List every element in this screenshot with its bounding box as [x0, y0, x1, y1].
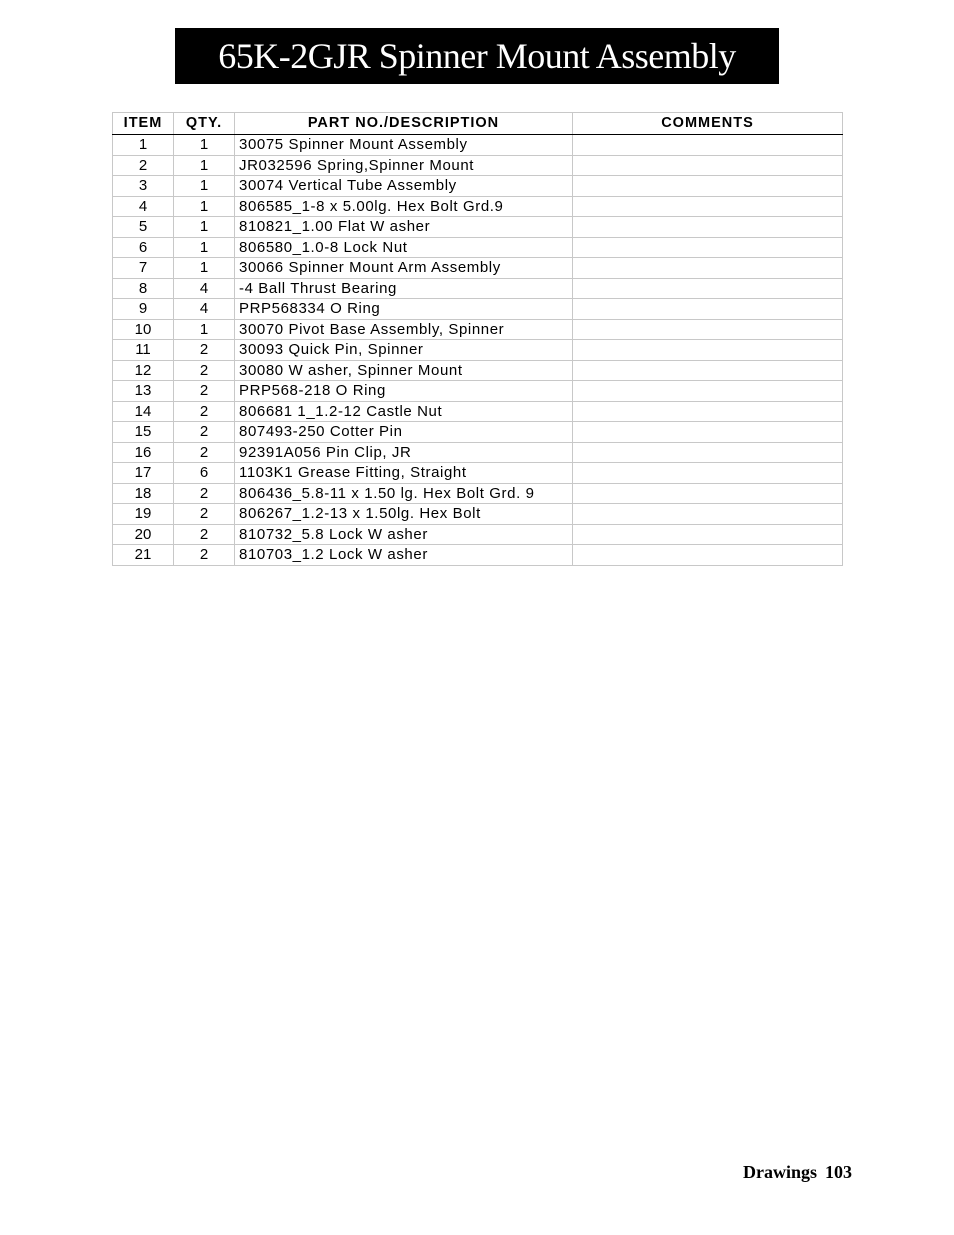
table-row	[113, 176, 843, 197]
cell-qty: 2	[174, 524, 235, 545]
cell-description: 806585_1-8 x 5.00lg. Hex Bolt Grd.9	[235, 196, 573, 217]
cell-description: JR032596 Spring,Spinner Mount	[235, 155, 573, 176]
page-footer	[743, 1162, 852, 1183]
cell-description: PRP568334 O Ring	[235, 299, 573, 320]
cell-item: 14	[113, 401, 174, 422]
cell-qty: 1	[174, 135, 235, 156]
parts-table	[112, 112, 843, 566]
header-comments: COMMENTS	[573, 113, 843, 135]
cell-qty: 1	[174, 319, 235, 340]
cell-qty: 4	[174, 299, 235, 320]
table-row	[113, 360, 843, 381]
cell-item: 3	[113, 176, 174, 197]
cell-description: 810732_5.8 Lock W asher	[235, 524, 573, 545]
cell-comments	[573, 381, 843, 402]
cell-qty: 6	[174, 463, 235, 484]
table-row	[113, 545, 843, 566]
cell-item: 4	[113, 196, 174, 217]
cell-item: 21	[113, 545, 174, 566]
cell-item: 16	[113, 442, 174, 463]
title-banner	[175, 28, 779, 84]
table-row	[113, 299, 843, 320]
table-row	[113, 524, 843, 545]
cell-description: 30066 Spinner Mount Arm Assembly	[235, 258, 573, 279]
cell-qty: 2	[174, 340, 235, 361]
cell-item: 7	[113, 258, 174, 279]
cell-qty: 1	[174, 258, 235, 279]
table-row	[113, 319, 843, 340]
table-row	[113, 442, 843, 463]
cell-comments	[573, 340, 843, 361]
table-row	[113, 340, 843, 361]
cell-description: 30070 Pivot Base Assembly, Spinner	[235, 319, 573, 340]
cell-qty: 1	[174, 196, 235, 217]
cell-item: 12	[113, 360, 174, 381]
cell-qty: 2	[174, 360, 235, 381]
cell-comments	[573, 360, 843, 381]
cell-qty: 2	[174, 442, 235, 463]
cell-description: 30093 Quick Pin, Spinner	[235, 340, 573, 361]
cell-item: 8	[113, 278, 174, 299]
table-header-row	[113, 113, 843, 135]
cell-description: 30075 Spinner Mount Assembly	[235, 135, 573, 156]
table-row	[113, 135, 843, 156]
table-row	[113, 278, 843, 299]
cell-item: 11	[113, 340, 174, 361]
cell-comments	[573, 176, 843, 197]
cell-item: 17	[113, 463, 174, 484]
cell-qty: 1	[174, 155, 235, 176]
cell-qty: 1	[174, 176, 235, 197]
cell-item: 18	[113, 483, 174, 504]
cell-qty: 1	[174, 237, 235, 258]
cell-item: 13	[113, 381, 174, 402]
cell-comments	[573, 545, 843, 566]
cell-qty: 4	[174, 278, 235, 299]
cell-item: 5	[113, 217, 174, 238]
cell-description: 806580_1.0-8 Lock Nut	[235, 237, 573, 258]
table-row	[113, 217, 843, 238]
cell-description: 30080 W asher, Spinner Mount	[235, 360, 573, 381]
cell-item: 19	[113, 504, 174, 525]
cell-description: 807493-250 Cotter Pin	[235, 422, 573, 443]
cell-comments	[573, 524, 843, 545]
cell-comments	[573, 258, 843, 279]
cell-comments	[573, 422, 843, 443]
table-row	[113, 401, 843, 422]
cell-description: 810821_1.00 Flat W asher	[235, 217, 573, 238]
cell-qty: 2	[174, 381, 235, 402]
cell-item: 10	[113, 319, 174, 340]
footer-section: Drawings	[742, 1162, 817, 1182]
cell-comments	[573, 504, 843, 525]
table-row	[113, 381, 843, 402]
table-row	[113, 258, 843, 279]
cell-description: 806267_1.2-13 x 1.50lg. Hex Bolt	[235, 504, 573, 525]
cell-item: 2	[113, 155, 174, 176]
cell-comments	[573, 196, 843, 217]
cell-item: 1	[113, 135, 174, 156]
table-row	[113, 463, 843, 484]
cell-description: 1103K1 Grease Fitting, Straight	[235, 463, 573, 484]
cell-comments	[573, 237, 843, 258]
cell-item: 20	[113, 524, 174, 545]
page-number: 103	[825, 1162, 852, 1182]
cell-description: -4 Ball Thrust Bearing	[235, 278, 573, 299]
cell-comments	[573, 319, 843, 340]
cell-qty: 2	[174, 483, 235, 504]
table-row	[113, 155, 843, 176]
parts-table-body	[113, 135, 843, 566]
cell-description: 92391A056 Pin Clip, JR	[235, 442, 573, 463]
cell-description: 810703_1.2 Lock W asher	[235, 545, 573, 566]
cell-comments	[573, 401, 843, 422]
cell-qty: 2	[174, 504, 235, 525]
cell-description: 30074 Vertical Tube Assembly	[235, 176, 573, 197]
table-row	[113, 237, 843, 258]
cell-description: 806681 1_1.2-12 Castle Nut	[235, 401, 573, 422]
cell-qty: 1	[174, 217, 235, 238]
cell-qty: 2	[174, 545, 235, 566]
page-title: 65K-2GJR Spinner Mount Assembly	[218, 36, 736, 76]
cell-description: 806436_5.8-11 x 1.50 lg. Hex Bolt Grd. 9	[235, 483, 573, 504]
cell-item: 6	[113, 237, 174, 258]
table-row	[113, 196, 843, 217]
header-qty: QTY.	[174, 113, 235, 135]
cell-qty: 2	[174, 422, 235, 443]
cell-comments	[573, 463, 843, 484]
cell-item: 9	[113, 299, 174, 320]
cell-qty: 2	[174, 401, 235, 422]
cell-description: PRP568-218 O Ring	[235, 381, 573, 402]
cell-comments	[573, 442, 843, 463]
cell-comments	[573, 135, 843, 156]
cell-comments	[573, 155, 843, 176]
cell-comments	[573, 278, 843, 299]
cell-comments	[573, 299, 843, 320]
header-item: ITEM	[113, 113, 174, 135]
table-row	[113, 504, 843, 525]
table-row	[113, 483, 843, 504]
cell-comments	[573, 483, 843, 504]
cell-item: 15	[113, 422, 174, 443]
header-description: PART NO./DESCRIPTION	[235, 113, 573, 135]
cell-comments	[573, 217, 843, 238]
table-row	[113, 422, 843, 443]
